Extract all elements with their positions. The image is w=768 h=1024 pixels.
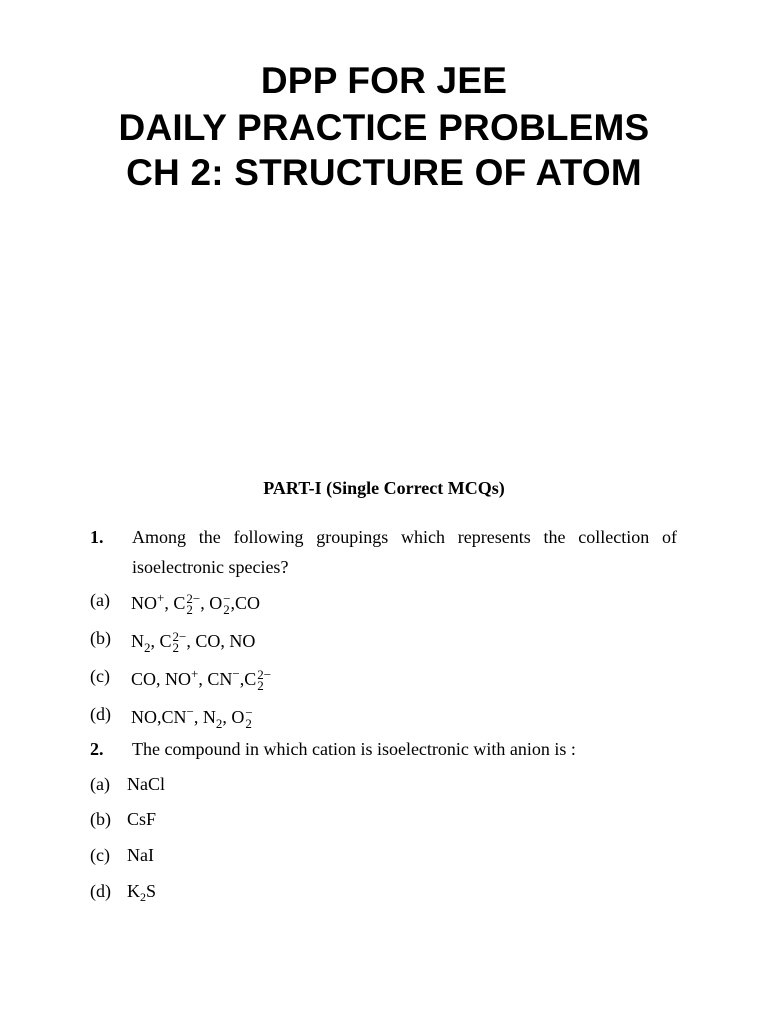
q1-option-a-label: (a) xyxy=(90,590,110,610)
q2-option-d-label: (d) xyxy=(90,881,111,901)
q1-option-d-formula: NO,CN−, $N_2$, O − 2 xyxy=(131,704,253,731)
q2-option-c-label: (c) xyxy=(90,845,110,865)
title-line-1: DPP FOR JEE xyxy=(260,60,508,101)
q2-option-b-text: CsF xyxy=(127,809,157,829)
question-2-number: 2. xyxy=(90,739,104,759)
title-line-2: DAILY PRACTICE PROBLEMS xyxy=(118,107,650,148)
q1-option-d-label: (d) xyxy=(90,704,111,724)
question-1-number: 1. xyxy=(90,527,104,547)
question-1-text-line-1: Among the following groupings which represents the collection of xyxy=(132,527,677,547)
q1-option-a-formula: NO+, C 2− 2 , O − 2 ,CO xyxy=(131,590,261,617)
question-1-text-line-2: isoelectronic species? xyxy=(132,557,289,577)
q1-option-c-label: (c) xyxy=(90,666,110,686)
question-2-text: The compound in which cation is isoelectronic with anion is : xyxy=(132,739,576,759)
q1-option-b-formula: $N_2$, C 2− 2 , CO, NO xyxy=(131,628,256,655)
q2-option-a-label: (a) xyxy=(90,774,110,794)
q2-option-a-text: NaCl xyxy=(127,774,165,794)
q2-option-b-label: (b) xyxy=(90,809,111,829)
part-heading: PART-I (Single Correct MCQs) xyxy=(263,478,505,498)
q1-option-b-label: (b) xyxy=(90,628,111,648)
q1-option-c-formula: CO, NO+, CN−,C 2− 2 xyxy=(131,666,272,693)
q2-option-c-text: NaI xyxy=(127,845,154,865)
title-line-3: CH 2: STRUCTURE OF ATOM xyxy=(126,152,642,193)
q2-option-d-text: $K_2S$ xyxy=(127,881,157,904)
